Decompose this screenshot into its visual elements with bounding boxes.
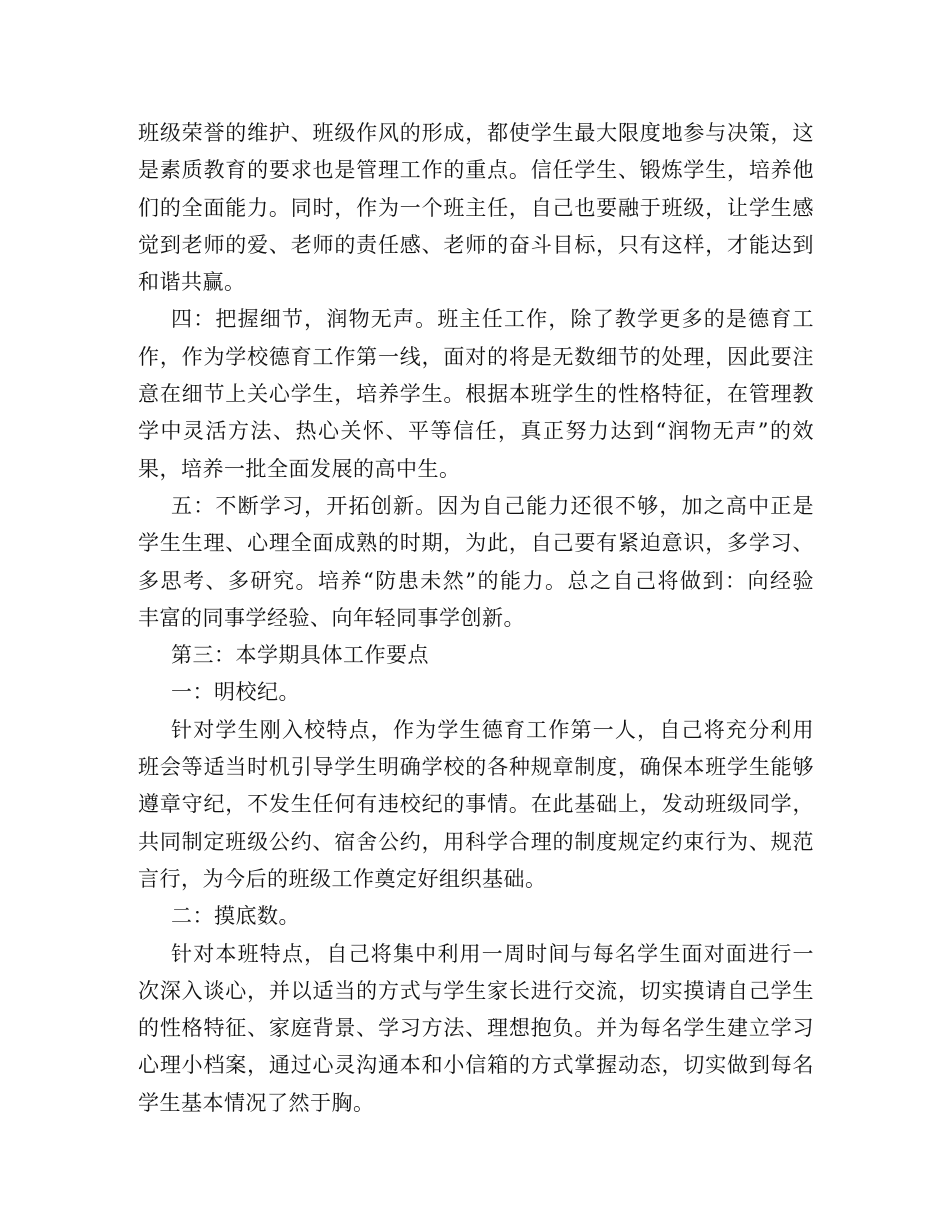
text-line: 作，作为学校德育工作第一线，面对的将是无数细节的处理，因此要注 <box>138 344 814 369</box>
text-line: 第三：本学期具体工作要点 <box>171 643 429 668</box>
text-line: 是素质教育的要求也是管理工作的重点。信任学生、锻炼学生，培养他 <box>138 158 814 183</box>
text-line: 丰富的同事学经验、向年轻同事学创新。 <box>138 605 525 630</box>
text-line: 针对学生刚入校特点，作为学生德育工作第一人，自己将充分利用 <box>171 717 814 742</box>
text-line: 和谐共赢。 <box>138 270 246 295</box>
text-line: 四：把握细节，润物无声。班主任工作，除了教学更多的是德育工 <box>171 307 814 332</box>
document-body <box>138 115 814 1122</box>
text-line: 班会等适当时机引导学生明确学校的各种规章制度，确保本班学生能够 <box>138 755 814 780</box>
text-line: 共同制定班级公约、宿舍公约，用科学合理的制度规定约束行为、规范 <box>138 829 814 854</box>
text-line: 心理小档案，通过心灵沟通本和小信箱的方式掌握动态，切实做到每名 <box>138 1053 814 1078</box>
text-line: 次深入谈心，并以适当的方式与学生家长进行交流，切实摸请自己学生 <box>138 978 814 1003</box>
text-line: 意在细节上关心学生，培养学生。根据本班学生的性格特征，在管理教 <box>138 382 814 407</box>
text-line: 遵章守纪，不发生任何有违校纪的事情。在此基础上，发动班级同学， <box>138 792 814 817</box>
text-line: 学生基本情况了然于胸。 <box>138 1090 375 1115</box>
text-line: 学生生理、心理全面成熟的时期，为此，自己要有紧迫意识，多学习、 <box>138 531 814 556</box>
text-line: 果，培养一批全面发展的高中生。 <box>138 456 461 481</box>
text-line: 们的全面能力。同时，作为一个班主任，自己也要融于班级，让学生感 <box>138 195 814 220</box>
text-line: 班级荣誉的维护、班级作风的形成，都使学生最大限度地参与决策，这 <box>138 121 814 145</box>
text-line: 多思考、多研究。培养“防患未然”的能力。总之自己将做到：向经验 <box>138 568 814 593</box>
text-line: 针对本班特点，自己将集中利用一周时间与每名学生面对面进行一 <box>171 941 814 966</box>
text-line: 五：不断学习，开拓创新。因为自己能力还很不够，加之高中正是 <box>171 493 814 518</box>
text-line: 觉到老师的爱、老师的责任感、老师的奋斗目标，只有这样，才能达到 <box>138 232 814 257</box>
text-line: 的性格特征、家庭背景、学习方法、理想抱负。并为每名学生建立学习 <box>138 1016 814 1041</box>
text-line: 二：摸底数。 <box>171 904 300 929</box>
text-line: 一：明校纪。 <box>171 680 300 705</box>
text-line: 学中灵活方法、热心关怀、平等信任，真正努力达到“润物无声”的效 <box>138 419 814 444</box>
text-line: 言行，为今后的班级工作奠定好组织基础。 <box>138 866 547 891</box>
